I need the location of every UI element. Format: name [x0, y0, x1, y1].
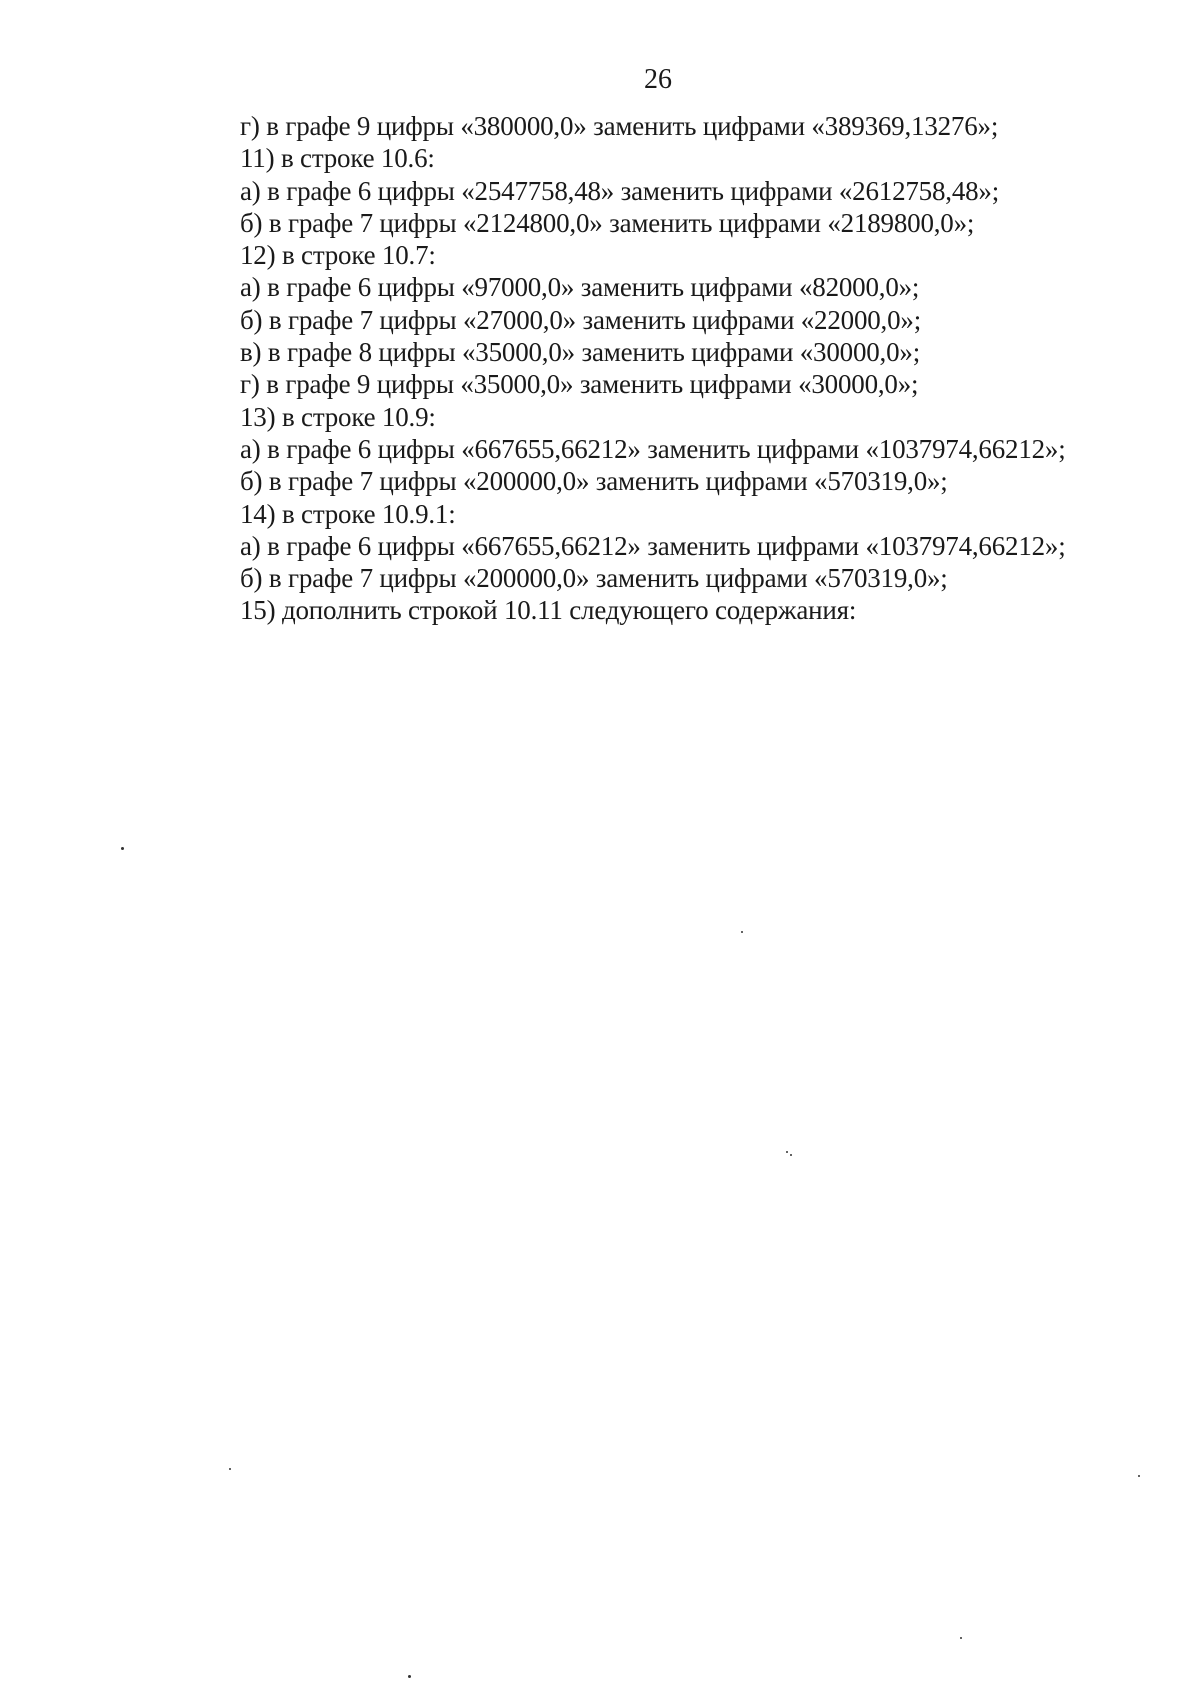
- amendment-line: г) в графе 9 цифры «35000,0» заменить цифрами «30000,0»;: [240, 369, 919, 400]
- amendment-line: 15) дополнить строкой 10.11 следующего содержания:: [240, 595, 857, 626]
- scan-speck: [786, 1151, 788, 1153]
- scan-speck: [790, 1154, 792, 1156]
- amendment-line: в) в графе 8 цифры «35000,0» заменить цифрами «30000,0»;: [240, 337, 921, 368]
- scan-speck: [121, 847, 124, 850]
- page-number: 26: [644, 64, 672, 95]
- amendment-line: б) в графе 7 цифры «200000,0» заменить цифрами «570319,0»;: [240, 466, 948, 497]
- amendment-line: г) в графе 9 цифры «380000,0» заменить цифрами «389369,13276»;: [240, 111, 999, 141]
- amendment-line: а) в графе 6 цифры «667655,66212» заменить цифрами «1037974,66212»;: [240, 530, 1066, 561]
- amendment-line: 14) в строке 10.9.1:: [240, 498, 456, 529]
- amendment-list: [240, 110, 1066, 627]
- amendment-line: 11) в строке 10.6:: [240, 143, 435, 174]
- amendment-line: б) в графе 7 цифры «27000,0» заменить цифрами «22000,0»;: [240, 304, 921, 335]
- amendment-line: а) в графе 6 цифры «667655,66212» заменить цифрами «1037974,66212»;: [240, 433, 1066, 464]
- amendment-line: б) в графе 7 цифры «2124800,0» заменить цифрами «2189800,0»;: [240, 207, 975, 238]
- scan-speck: [960, 1637, 962, 1639]
- scan-speck: [408, 1675, 411, 1678]
- scan-speck: [229, 1468, 231, 1470]
- amendment-line: 13) в строке 10.9:: [240, 401, 436, 432]
- amendment-line: а) в графе 6 цифры «2547758,48» заменить цифрами «2612758,48»;: [240, 175, 1000, 206]
- amendment-line: б) в графе 7 цифры «200000,0» заменить цифрами «570319,0»;: [240, 563, 948, 594]
- amendment-line: а) в графе 6 цифры «97000,0» заменить цифрами «82000,0»;: [240, 272, 920, 303]
- scan-speck: [741, 931, 743, 933]
- amendment-line: 12) в строке 10.7:: [240, 240, 436, 271]
- scan-speck: [1138, 1475, 1140, 1477]
